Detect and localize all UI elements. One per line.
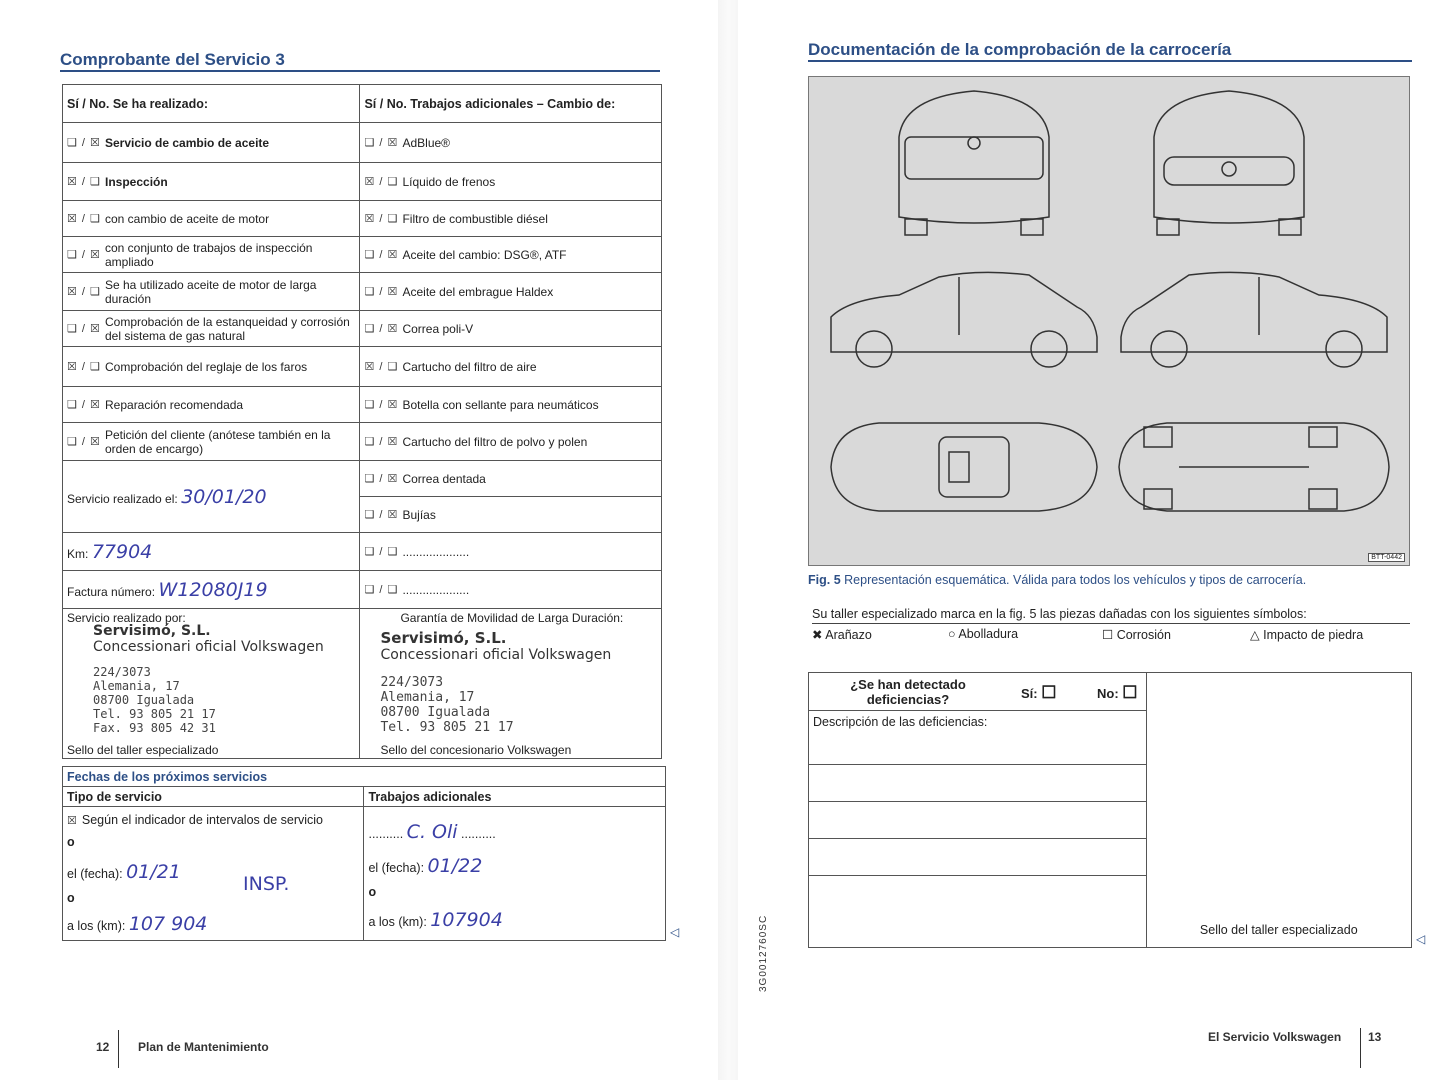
symbol-label: Corrosión	[1116, 628, 1171, 642]
service-row	[63, 347, 360, 387]
figure-caption-text: Representación esquemática. Válida para todos los vehículos y tipos de carrocería.	[844, 573, 1307, 587]
no-label: No:	[1097, 686, 1119, 701]
service-row	[63, 423, 360, 461]
additional-row	[360, 311, 662, 347]
interval-checkbox[interactable]: ☒	[67, 815, 78, 827]
additional-row	[360, 201, 662, 237]
right-page	[720, 0, 1440, 1080]
service-row	[63, 123, 360, 163]
service-item-label: con cambio de aceite de motor	[105, 211, 270, 226]
deficiency-table	[808, 672, 1412, 948]
km-label: a los (km):	[67, 919, 126, 933]
additional-item-label: Cartucho del filtro de aire	[402, 359, 537, 374]
stamp-line: Fax. 93 805 42 31	[93, 721, 216, 735]
symbol-item	[812, 627, 872, 642]
km-label-main: Km:	[67, 546, 89, 561]
km-value[interactable]: 77904	[91, 540, 153, 563]
checkbox-pair[interactable]: ❑ / ☒	[364, 509, 399, 521]
checkbox-pair[interactable]: ❑ / ☒	[364, 473, 399, 485]
additional-row	[360, 123, 662, 163]
deficiency-line[interactable]	[809, 765, 1147, 802]
checkbox-pair[interactable]: ❑ / ☒	[364, 399, 399, 411]
additional-item-label: Líquido de frenos	[402, 174, 496, 189]
additional-row	[360, 533, 662, 571]
yes-checkbox[interactable]: ☐	[1041, 683, 1057, 702]
right-footer-divider	[1360, 1028, 1361, 1068]
workshop-stamp-cell	[63, 609, 360, 759]
left-km-row	[67, 913, 359, 935]
dealer-stamp-sub: Concessionari oficial Volkswagen	[380, 647, 612, 663]
additional-row	[360, 497, 662, 533]
car-top-view	[831, 423, 1097, 511]
additional-item-label: Aceite del cambio: DSG®, ATF	[402, 247, 567, 262]
dealer-stamp-cell	[360, 609, 662, 759]
instructions-rule	[812, 623, 1410, 624]
service-item-label: Inspección	[105, 174, 168, 189]
service-row	[63, 237, 360, 273]
right-work-row: .......... C. Oli ..........	[368, 821, 496, 843]
stamp-line: Alemania, 17	[93, 679, 180, 693]
checkbox-pair[interactable]: ❑ / ☒	[67, 323, 101, 335]
deficiency-question: ¿Se han detectado deficiencias?	[850, 676, 966, 707]
deficiency-line[interactable]	[809, 839, 1147, 876]
service-item-label: Comprobación del reglaje de los faros	[105, 359, 308, 374]
next-service-table	[62, 766, 666, 941]
checkbox-pair[interactable]: ❑ / ☒	[364, 286, 399, 298]
figure-label: Fig. 5	[808, 573, 841, 587]
symbol-item	[1250, 627, 1363, 642]
additional-item-label: Botella con sellante para neumáticos	[402, 397, 599, 412]
additional-row	[360, 273, 662, 311]
left-date-row	[67, 861, 359, 883]
additional-row	[360, 387, 662, 423]
stamp-sub: Concessionari oficial Volkswagen	[93, 639, 324, 655]
next-col1-header: Tipo de servicio	[63, 787, 364, 807]
stamp-name: Servisimó, S.L.	[93, 623, 211, 639]
workshop-seal-label: Sello del taller especializado	[1199, 923, 1358, 937]
dealer-stamp-line: 224/3073	[380, 675, 444, 690]
deficiency-line[interactable]	[809, 876, 1147, 948]
right-km-value[interactable]: 107904	[430, 909, 503, 931]
right-page-number: 13	[1368, 1030, 1382, 1044]
workshop-seal-caption: Sello del taller especializado	[67, 743, 219, 757]
service-item-label: Servicio de cambio de aceite	[105, 135, 270, 150]
service-date-value[interactable]: 30/01/20	[181, 485, 267, 508]
date-label-2: el (fecha):	[368, 861, 425, 875]
interval-label: Según el indicador de intervalos de servicio	[81, 813, 323, 827]
next-page-arrow-icon: ◁	[670, 925, 680, 939]
checkbox-pair[interactable]: ❑ / ☒	[364, 249, 399, 261]
symbol-item	[1102, 627, 1171, 642]
or-label-3: o	[368, 885, 377, 899]
next-right-cell	[364, 807, 666, 941]
service-item-label: Reparación recomendada	[105, 397, 244, 412]
checkbox-pair[interactable]: ☒ / ❑	[67, 213, 101, 225]
left-km-value[interactable]: 107 904	[128, 913, 208, 935]
figure-code: BTT-0442	[1368, 553, 1405, 562]
additional-item-label: Correa dentada	[402, 471, 486, 486]
title-rule	[60, 70, 660, 72]
invoice-value[interactable]: W12080J19	[158, 578, 268, 601]
checkbox-pair[interactable]: ❑ / ☒	[364, 137, 399, 149]
km-label-2: a los (km):	[368, 915, 427, 929]
guarantee-label: Garantía de Movilidad de Larga Duración:	[400, 611, 624, 625]
car-rear-view	[899, 91, 1049, 223]
or-label-1: o	[67, 835, 75, 849]
additional-row	[360, 237, 662, 273]
dealer-stamp-line: Tel. 93 805 21 17	[380, 720, 514, 735]
additional-row	[360, 423, 662, 461]
checkbox-pair[interactable]: ❑ / ❑	[364, 546, 399, 558]
service-table	[62, 84, 662, 759]
car-side-view-right	[1121, 272, 1387, 352]
next-col2-header: Trabajos adicionales	[364, 787, 666, 807]
checkbox-pair[interactable]: ❑ / ☒	[364, 436, 399, 448]
service-item-label: Petición del cliente (anótese también en la orden de encargo)	[105, 427, 331, 456]
stamp-line: 224/3073	[93, 665, 151, 679]
symbol-glyph-icon: ☐	[1102, 628, 1114, 642]
checkbox-pair[interactable]: ☒ / ❑	[364, 361, 399, 373]
footer-divider	[118, 1030, 119, 1068]
left-footer-text: Plan de Mantenimiento	[138, 1040, 269, 1054]
dealer-stamp-line: 08700 Igualada	[380, 705, 491, 720]
symbol-legend	[812, 627, 1412, 643]
right-footer-text: El Servicio Volkswagen	[1208, 1030, 1342, 1044]
dealer-stamp-name: Servisimó, S.L.	[380, 629, 507, 647]
checkbox-pair[interactable]: ❑ / ☒	[67, 399, 101, 411]
stamp-line: Tel. 93 805 21 17	[93, 707, 216, 721]
checkbox-pair[interactable]: ❑ / ☒	[67, 249, 101, 261]
right-title-rule	[808, 60, 1412, 62]
right-km-row	[368, 909, 661, 931]
invoice-cell	[63, 571, 360, 609]
additional-row	[360, 163, 662, 201]
next-page-arrow-icon-2: ◁	[1416, 932, 1426, 946]
col1-header: Sí / No. Se ha realizado:	[63, 85, 360, 123]
invoice-label: Factura número:	[67, 584, 156, 599]
checkbox-pair[interactable]: ❑ / ☒	[67, 436, 101, 448]
symbol-label: Impacto de piedra	[1263, 628, 1364, 642]
col2-header: Sí / No. Trabajos adicionales – Cambio de:	[360, 85, 662, 123]
symbol-glyph-icon: ✖	[812, 628, 823, 642]
additional-item-label: Aceite del embrague Haldex	[402, 284, 554, 299]
deficiency-desc-label: Descripción de las deficiencias:	[813, 715, 988, 729]
right-date-value[interactable]: 01/22	[427, 855, 483, 877]
side-code: 3G0012760SC	[758, 914, 769, 992]
vehicle-schematic	[808, 76, 1410, 566]
additional-row	[360, 571, 662, 609]
additional-item-label: ....................	[402, 544, 470, 559]
checkbox-pair[interactable]: ❑ / ☒	[364, 323, 399, 335]
checkbox-pair[interactable]: ❑ / ☒	[67, 137, 101, 149]
right-work-value[interactable]: C. Oli	[406, 821, 458, 843]
symbol-glyph-icon: ○	[948, 627, 956, 641]
workshop-seal-cell	[1146, 673, 1411, 948]
next-service-title: Fechas de los próximos servicios	[63, 767, 666, 787]
symbol-label: Arañazo	[825, 628, 872, 642]
left-date-value[interactable]: 01/21	[126, 861, 181, 883]
additional-item-label: ....................	[402, 582, 470, 597]
additional-row	[360, 461, 662, 497]
yes-option[interactable]	[1021, 683, 1057, 703]
symbol-label: Abolladura	[958, 627, 1019, 641]
service-item-label: con conjunto de trabajos de inspección ampliado	[105, 240, 313, 269]
car-side-view-left	[831, 272, 1097, 352]
car-outlines-svg	[809, 77, 1409, 565]
symbol-item	[948, 627, 1018, 641]
symbol-instructions: Su taller especializado marca en la fig. 5 las piezas dañadas con los siguientes símbolos:	[812, 607, 1307, 621]
service-row	[63, 273, 360, 311]
interval-row	[67, 813, 359, 827]
symbol-glyph-icon: △	[1250, 628, 1260, 642]
deficiency-question-cell	[809, 673, 1147, 711]
left-note: INSP.	[243, 873, 290, 895]
date-label: el (fecha):	[67, 867, 123, 881]
dealer-stamp-line: Alemania, 17	[380, 690, 475, 705]
figure-caption	[808, 573, 1306, 587]
service-row	[63, 387, 360, 423]
service-date-label: Servicio realizado el:	[67, 491, 178, 506]
service-row	[63, 163, 360, 201]
dealer-seal-caption: Sello del concesionario Volkswagen	[380, 743, 572, 757]
left-page-title: Comprobante del Servicio 3	[60, 50, 285, 69]
additional-row	[360, 347, 662, 387]
additional-item-label: AdBlue®	[402, 135, 451, 150]
service-item-label: Se ha utilizado aceite de motor de larga duración	[105, 277, 317, 306]
km-cell	[63, 533, 360, 571]
checkbox-pair[interactable]: ☒ / ❑	[67, 361, 101, 373]
additional-item-label: Bujías	[402, 507, 436, 522]
service-row	[63, 311, 360, 347]
next-left-cell	[63, 807, 364, 941]
additional-item-label: Cartucho del filtro de polvo y polen	[402, 434, 588, 449]
done-by-label: Servicio realizado por:	[67, 611, 186, 625]
checkbox-pair[interactable]: ☒ / ❑	[364, 213, 399, 225]
checkbox-pair[interactable]: ❑ / ❑	[364, 584, 399, 596]
right-date-row	[368, 855, 661, 877]
additional-item-label: Correa poli-V	[402, 321, 474, 336]
checkbox-pair[interactable]: ☒ / ❑	[67, 286, 101, 298]
deficiency-line[interactable]	[809, 802, 1147, 839]
service-item-label: Comprobación de la estanqueidad y corrosión del sistema de gas natural	[105, 314, 350, 343]
service-date-cell	[63, 461, 360, 533]
checkbox-pair[interactable]: ☒ / ❑	[364, 176, 399, 188]
left-page-number: 12	[96, 1040, 110, 1054]
checkbox-pair[interactable]: ☒ / ❑	[67, 176, 101, 188]
no-checkbox[interactable]: ☐	[1122, 683, 1138, 702]
yes-label: Sí:	[1021, 686, 1038, 701]
service-row	[63, 201, 360, 237]
right-page-title: Documentación de la comprobación de la carrocería	[808, 40, 1232, 59]
deficiency-desc-cell[interactable]	[809, 711, 1147, 765]
no-option[interactable]	[1097, 683, 1138, 703]
or-label-2: o	[67, 891, 75, 905]
additional-item-label: Filtro de combustible diésel	[402, 211, 548, 226]
stamp-line: 08700 Igualada	[93, 693, 195, 707]
